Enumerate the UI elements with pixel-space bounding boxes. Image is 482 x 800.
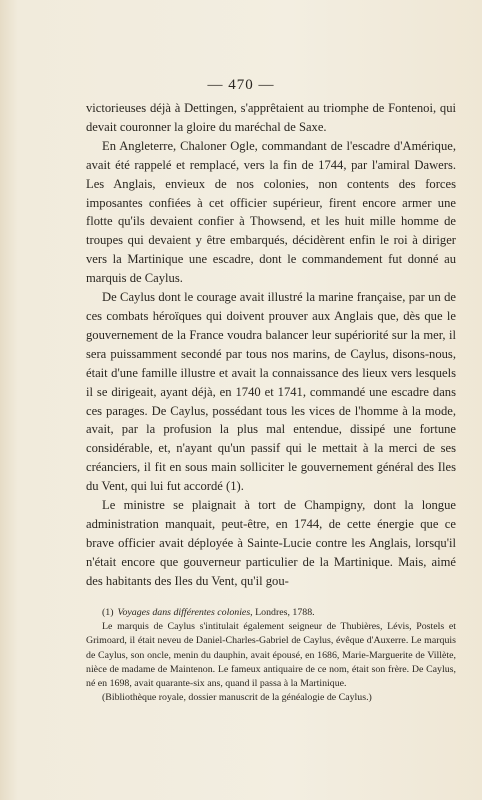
footnote-note-1: Le marquis de Caylus s'intitulait également seigneur de Thubières, Lévis, Postels et Grimoard, il était neveu de Daniel-Charles-Gabriel de Caylus, évêque d'Auxerre. Le marquis de Caylus, son oncle, menin du dauphin, avait épousé, en 1686, Marie-Marguerite de Villète, nièce de madame de Maintenon. Le fameux antiquaire de ce nom, était son frère. De Caylus, né en 1698, avait quarante-six ans, quand il passa à la Martinique. <box>86 621 456 690</box>
footnotes <box>86 606 456 705</box>
footnote-source-rest: , Londres, 1788. <box>250 607 315 618</box>
paragraph-1: victorieuses déjà à Dettingen, s'apprêtaient au triomphe de Fontenoi, qui devait couronner la gloire du maréchal de Saxe. <box>86 101 456 134</box>
footnote-source <box>86 606 456 620</box>
body-text <box>86 99 456 591</box>
footnote-source-title: Voyages dans différentes colonies <box>117 607 251 618</box>
footnote-note-2: (Bibliothèque royale, dossier manuscrit de la généalogie de Caylus.) <box>102 692 372 704</box>
paragraph-3: De Caylus dont le courage avait illustré la marine française, par un de ces combats héroïques qui doivent prouver aux Anglais que, dès que le gouvernement de la France voudra balancer leur supériorité sur la mer, il sera puissamment secondé par tous nos marins, de Caylus, disons-nous, était d'une famille illustre et avait la connaissance des lieux vers lesquels il se dirigeait, ayant déjà, en 1740 et 1741, commandé une escadre dans ces parages. De Caylus, possédant tous les vices de l'homme à la mode, avait, par la profusion la plus mal entendue, dissipé une fortune considérable, et, n'ayant qu'un passif qui le mettait à la merci de ses créanciers, il fit en sous main solliciter le gouvernement général des Iles du Vent, qui lui fut accordé (1). <box>86 290 456 494</box>
footnote-ref: (1) <box>102 607 114 618</box>
paragraph-2: En Angleterre, Chaloner Ogle, commandant de l'escadre d'Amérique, avait été rappelé et remplacé, vers la fin de 1744, par l'amiral Dawers. Les Anglais, envieux de nos colonies, non contents des forces imposantes confiées à cet officier supérieur, firent encore armer une flotte qu'ils devaient confier à Thowsend, et les huit mille homme de troupes qui devaient y être embarqués, décidèrent enfin le roi à diriger vers la Martinique une escadre, dont le commandement fut donné au marquis de Caylus. <box>86 138 456 286</box>
paragraph-4: Le ministre se plaignait à tort de Champigny, dont la longue administration manquait, peut-être, en 1744, de cette énergie que ce brave officier avait déployée à Sainte-Lucie contre les Anglais, lorsqu'il n'était encore que gouverneur particulier de la Martinique. Mais, aimé des habitants des Iles du Vent, qu'il gou- <box>86 498 456 588</box>
page-number: — 470 — <box>207 77 275 93</box>
